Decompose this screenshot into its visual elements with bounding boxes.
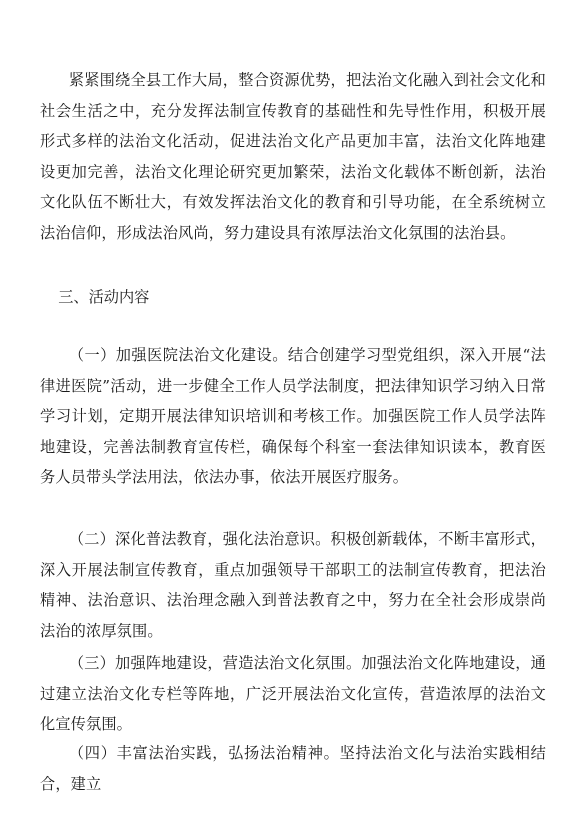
activity-item-4: （四）丰富法治实践，弘扬法治精神。坚持法治文化与法治实践相结合，建立 [40, 744, 546, 793]
activity-item-1: （一）加强医院法治文化建设。结合创建学习型党组织，深入开展“法律进医院”活动，进一步健全工作人员学法制度，把法律知识学习纳入日常学习计划，定期开展法律知识培训和考核工作。加强医院工作人员学法阵地建设，完善法制教育宣传栏，确保每个科室一套法律知识读本，教育医务人员带头学法用法，依法办事，依法开展医疗服务。 [40, 346, 546, 486]
activity-item-2: （二）深化普法教育，强化法治意识。积极创新载体，不断丰富形式，深入开展法制宣传教育，重点加强领导干部职工的法制宣传教育，把法治精神、法治意识、法治理念融入到普法教育之中，努力在全社会形成崇尚法治的浓厚氛围。 [40, 530, 546, 640]
intro-paragraph: 紧紧围绕全县工作大局，整合资源优势，把法治文化融入到社会文化和社会生活之中，充分发挥法制宣传教育的基础性和先导性作用，积极开展形式多样的法治文化活动，促进法治文化产品更加丰富，法治文化阵地建设更加完善，法治文化理论研究更加繁荣，法治文化载体不断创新，法治文化队伍不断壮大，有效发挥法治文化的教育和引导功能，在全系统树立法治信仰，形成法治风尚，努力建设具有浓厚法治文化氛围的法治县。 [40, 71, 546, 242]
section-heading: 三、活动内容 [58, 288, 150, 306]
activity-item-3: （三）加强阵地建设，营造法治文化氛围。加强法治文化阵地建设，通过建立法治文化专栏等阵地，广泛开展法治文化宣传，营造浓厚的法治文化宣传氛围。 [40, 654, 546, 733]
